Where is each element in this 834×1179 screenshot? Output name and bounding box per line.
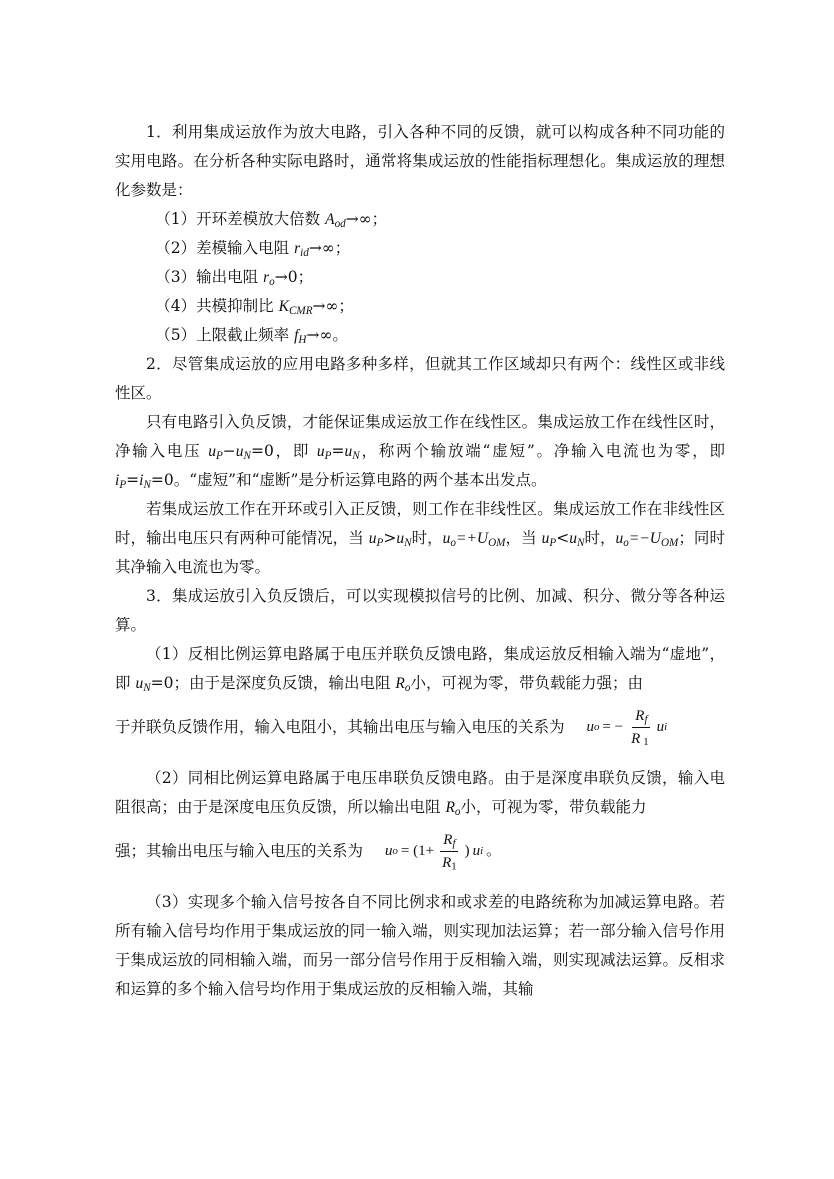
- paragraph-3: [115, 408, 725, 495]
- text-p3a: 只有电路引入负反馈，才能保证集成运放工作在线性区。集成运放工作在线性区时，净输入电压: [115, 413, 725, 460]
- inverting-gain-formula: u o = − $\frac{R_f}{R _1}$ u i: [587, 705, 668, 750]
- text-p4-when: 时，: [411, 529, 443, 547]
- text-l2-sym: r: [294, 240, 301, 257]
- text-f1-den: R: [442, 854, 452, 871]
- text-p5: 3．集成运放引入负反馈后，可以实现模拟信号的比例、加减、积分、微分等各种运算。: [115, 587, 725, 634]
- paragraph-2: [115, 350, 725, 408]
- text-p3-sub-N: N: [352, 449, 360, 462]
- text-l5-label: （5）上限截止频率: [155, 326, 290, 344]
- text-l1-sym: A: [325, 211, 335, 228]
- text-l3-label: （3）输出电阻: [155, 268, 259, 286]
- inverting-formula-line: [115, 698, 725, 756]
- text-p3-i: i: [139, 472, 144, 489]
- text-p3-eq1: u: [344, 443, 353, 460]
- text-p6c: 于并联负反馈作用，输入电阻小，其输出电压与输入电压的关系为: [115, 717, 565, 736]
- text-p3-eqsign: =: [331, 442, 345, 460]
- text-f2-eq: = (1+: [400, 842, 435, 859]
- text-f1-num: R: [443, 831, 453, 848]
- text-p3-sub-P: P: [376, 536, 384, 549]
- text-f1-lhs: u: [385, 842, 393, 859]
- paragraph-4: [115, 495, 725, 582]
- text-p4a: 若集成运放工作在开环或引入正反馈，则工作在非线性区。集成运放工作在非线性区时，输出电压只有两种可能情况，当: [115, 500, 725, 547]
- text-l5-tail: →∞。: [306, 326, 348, 344]
- text-f1-u: u: [472, 842, 481, 859]
- text-p3-sub-P: P: [215, 449, 223, 462]
- text-l4-sub: CMR: [288, 304, 313, 317]
- paragraph-6: [115, 640, 725, 698]
- text-p4-sub-o: o: [623, 536, 629, 549]
- fraction-rf-r1: [628, 705, 655, 750]
- text-p3-eq1: u: [316, 443, 325, 460]
- text-f1-den: R: [631, 730, 641, 747]
- text-l5-sub: H: [298, 333, 307, 346]
- text-p3-eq0: =0，即: [250, 442, 317, 460]
- paragraph-8: [115, 888, 725, 1004]
- text-l3-sym: r: [263, 269, 270, 286]
- text-p4-comma: ，当: [505, 529, 542, 547]
- document-body: [115, 118, 725, 1004]
- text-p6-uN: =0；由于是深度负反馈，输出电阻: [150, 674, 396, 692]
- text-p4-plusU: =+U: [456, 530, 489, 547]
- text-l1-label: （1）开环差模放大倍数: [155, 210, 321, 228]
- text-l5-sym: f: [294, 327, 299, 344]
- text-f1-den-sub: 1: [451, 860, 457, 873]
- text-p3-sub-N: N: [143, 478, 151, 491]
- param-item-5: [115, 321, 725, 350]
- text-p1: 1．利用集成运放作为放大电路，引入各种不同的反馈，就可以构成各种不同功能的实用电路。在分析各种实际电路时，通常将集成运放的性能指标理想化。集成运放的理想化参数是：: [115, 123, 725, 199]
- text-p7a: （2）同相比例运算电路属于电压串联负反馈电路。由于是深度串联负反馈，输入电阻很高；由于是深度电压负反馈，所以输出电阻: [115, 769, 725, 816]
- text-p4-uo: u: [442, 530, 451, 547]
- text-p3-eq1: u: [235, 443, 244, 460]
- text-p4-minusU: =−U: [628, 530, 661, 547]
- text-p6-R: R: [395, 675, 405, 692]
- text-p3-sub-P: P: [324, 449, 332, 462]
- text-f1-lhs: u: [586, 718, 595, 735]
- text-l4-sym: K: [278, 298, 289, 315]
- text-p3-sub-P: P: [119, 478, 127, 491]
- text-p3-eq1: u: [135, 675, 144, 692]
- text-p4-sub-o: o: [450, 536, 456, 549]
- text-l1-sub: od: [334, 217, 346, 230]
- text-p4-sub-OM: OM: [488, 536, 506, 549]
- text-p3-sub-N: N: [143, 681, 151, 694]
- text-p6b: 小，可视为零，带负载能力强；由: [410, 674, 643, 692]
- text-l3-tail: →0；: [274, 268, 314, 286]
- text-p4-uo: u: [615, 530, 624, 547]
- text-l2-label: （2）差模输入电阻: [155, 239, 290, 257]
- text-p6-R: R: [445, 799, 455, 816]
- text-p3b: ，称两个输放端“虚短”。净输入电流也为零，即: [359, 442, 725, 460]
- text-f1-num: R: [635, 707, 645, 724]
- text-f1-u: u: [656, 718, 665, 735]
- paragraph-1: [115, 118, 725, 205]
- text-p3-eq1: u: [569, 530, 577, 547]
- text-p3-eq1: u: [208, 443, 216, 460]
- text-l4-label: （4）共模抑制比: [155, 297, 274, 315]
- text-p3-sub-N: N: [404, 536, 412, 549]
- text-p4-sub-o: o: [454, 805, 461, 818]
- text-p4b: 同时其净输入电流也为零。: [115, 529, 725, 576]
- text-l4-tail: →∞；: [312, 297, 354, 315]
- text-p4-sub-o: o: [404, 681, 411, 694]
- text-p4-when: 时，: [584, 529, 616, 547]
- param-item-2: [115, 234, 725, 263]
- param-item-1: [115, 205, 725, 234]
- text-f1-den-sub: 1: [643, 736, 649, 749]
- text-p4-semi: ；: [678, 529, 694, 547]
- text-p3-eq1: u: [396, 530, 405, 547]
- text-l2-tail: →∞；: [308, 239, 351, 257]
- text-p3-eq1: u: [368, 530, 377, 547]
- text-f2-close: ): [464, 842, 470, 859]
- text-p6a: （1）反相比例运算电路属于电压并联负反馈电路，集成运放反相输入端为“虚地”，即: [115, 645, 725, 692]
- text-p3-eqsign: =: [126, 471, 140, 489]
- text-l1-tail: →∞；: [345, 210, 388, 228]
- paragraph-5: [115, 582, 725, 640]
- text-p4-lt: <: [556, 529, 570, 547]
- noninverting-gain-formula: u o = (1+ $\frac{R_f}{R_1}$ ) u i 。: [385, 829, 504, 874]
- text-f1-num-sub: f: [644, 713, 648, 726]
- text-p3-sub-P: P: [549, 536, 557, 549]
- text-p2: 2．尽管集成运放的应用电路多种多样，但就其工作区域却只有两个：线性区或非线性区。: [115, 355, 725, 402]
- text-l2-sub: id: [300, 246, 309, 259]
- text-p7b: 小，可视为零，带负载能力: [460, 798, 647, 816]
- text-l3-sub: o: [269, 275, 275, 288]
- paragraph-7: [115, 764, 725, 822]
- text-p3-minus: −: [222, 442, 236, 460]
- text-p3-i: i: [115, 472, 120, 489]
- param-item-4: [115, 292, 725, 321]
- text-p4-gt: >: [383, 529, 397, 547]
- text-p3-eq1: u: [541, 530, 550, 547]
- text-f1-num-sub: f: [452, 837, 456, 850]
- text-p3-sub-N: N: [243, 449, 251, 462]
- text-p8: （3）实现多个输入信号按各自不同比例求和或求差的电路统称为加减运算电路。若所有输入信号均作用于集成运放的同一输入端，则实现加法运算；若一部分输入信号作用于集成运放的同相输入端，而另一部分信号作用于反相输入端，则实现减法运算。反相求和运算的多个输入信号均作用于集成运放的反相输入端，其输: [115, 893, 725, 998]
- text-p3c: =0。“虚短”和“虚断”是分析运算电路的两个基本出发点。: [150, 471, 547, 489]
- text-p7c: 强；其输出电压与输入电压的关系为: [115, 841, 364, 860]
- text-f1-eq: = −: [602, 718, 624, 735]
- noninverting-formula-line: [115, 822, 725, 880]
- text-p3-sub-N: N: [576, 536, 585, 549]
- param-item-3: [115, 263, 725, 292]
- text-f2-end: 。: [486, 842, 502, 859]
- text-p4-sub-OM: OM: [661, 536, 679, 549]
- fraction-rf-r1-2: [439, 829, 460, 874]
